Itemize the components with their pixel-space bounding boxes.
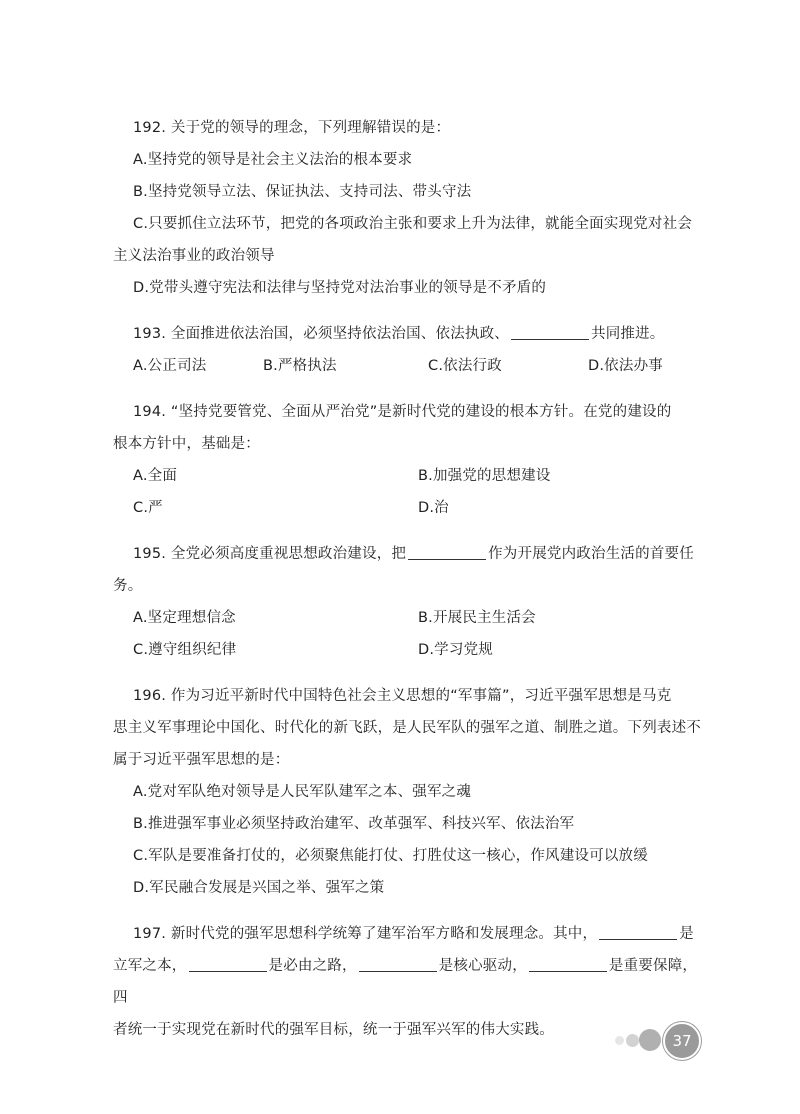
- option-d: D.军民融合发展是兴国之举、强军之策: [133, 880, 385, 896]
- decorative-dot: [626, 1034, 639, 1047]
- question-stem-line2: [113, 950, 703, 1014]
- question-list: [113, 112, 703, 1060]
- options-row: [133, 634, 703, 666]
- question-stem: [133, 318, 703, 350]
- question-stem-line1: 194. “坚持党要管党、全面从严治党”是新时代党的建设的根本方针。在党的建设的: [133, 404, 672, 420]
- question-stem-line3: 者统一于实现党在新时代的强军目标，统一于强军兴军的伟大实践。: [113, 1022, 554, 1038]
- option-b: B.推进强军事业必须坚持政治建军、改革强军、科技兴军、依法治军: [133, 816, 575, 832]
- question-stem-line1: [133, 918, 703, 950]
- question-stem: 192. 关于党的领导的理念，下列理解错误的是：: [133, 120, 451, 136]
- answer-blank: [529, 957, 607, 973]
- stem-text: 是重要保障，四: [113, 958, 698, 1006]
- question-193: [133, 318, 703, 382]
- stem-text: 是: [679, 926, 694, 942]
- question-196: [113, 680, 703, 904]
- decorative-dot: [639, 1029, 661, 1051]
- option-d: D.党带头遵守宪法和法律与坚持党对法治事业的领导是不矛盾的: [133, 280, 547, 296]
- option-c: C.严: [133, 500, 163, 516]
- answer-blank: [189, 957, 267, 973]
- page-footer: [615, 1020, 705, 1060]
- option-a: A.全面: [133, 468, 178, 484]
- question-stem-line2: 根本方针中，基础是：: [113, 436, 260, 452]
- option-c-line2: 主义法治事业的政治领导: [113, 248, 275, 264]
- question-192: [113, 112, 703, 304]
- decorative-dot: [615, 1036, 624, 1045]
- stem-text: 是必由之路，: [268, 958, 357, 974]
- question-stem-line3: 属于习近平强军思想的是：: [113, 752, 290, 768]
- option-d: D.学习党规: [418, 642, 493, 658]
- stem-text: 是核心驱动，: [438, 958, 527, 974]
- page-number-badge: 37: [663, 1022, 701, 1060]
- option-a: A.坚持党的领导是社会主义法治的根本要求: [133, 152, 413, 168]
- stem-text: 195. 全党必须高度重视思想政治建设，把: [133, 546, 407, 562]
- stem-text: 立军之本，: [113, 958, 187, 974]
- options-row: [133, 350, 703, 382]
- answer-blank: [408, 545, 486, 561]
- option-b: B.严格执法: [263, 358, 337, 374]
- stem-text: 193. 全面推进依法治国，必须坚持依法治国、依法执政、: [133, 326, 509, 342]
- option-a: A.党对军队绝对领导是人民军队建军之本、强军之魂: [133, 784, 472, 800]
- option-c: C.依法行政: [428, 358, 502, 374]
- answer-blank: [599, 925, 677, 941]
- stem-text: 197. 新时代党的强军思想科学统筹了建军治军方略和发展理念。其中，: [133, 926, 598, 942]
- option-b: B.加强党的思想建设: [418, 468, 551, 484]
- option-a: A.公正司法: [133, 358, 207, 374]
- option-b: B.坚持党领导立法、保证执法、支持司法、带头守法: [133, 184, 472, 200]
- option-b: B.开展民主生活会: [418, 610, 536, 626]
- stem-text: 共同推进。: [591, 326, 665, 342]
- question-195: [113, 538, 703, 666]
- question-stem-line1: 196. 作为习近平新时代中国特色社会主义思想的“军事篇”，习近平强军思想是马克: [133, 688, 672, 704]
- question-194: [113, 396, 703, 524]
- stem-text: 作为开展党内政治生活的首要任: [488, 546, 694, 562]
- answer-blank: [511, 325, 589, 341]
- options-row: [133, 492, 703, 524]
- option-d: D.依法办事: [588, 358, 663, 374]
- option-c-line1: C.只要抓住立法环节，把党的各项政治主张和要求上升为法律，就能全面实现党对社会: [133, 216, 693, 232]
- option-a: A.坚定理想信念: [133, 610, 236, 626]
- question-stem-line2: 务。: [113, 578, 143, 594]
- option-d: D.治: [418, 500, 449, 516]
- answer-blank: [359, 957, 437, 973]
- question-stem-line2: 思主义军事理论中国化、时代化的新飞跃，是人民军队的强军之道、制胜之道。下列表述不: [113, 720, 701, 736]
- question-stem-line1: [133, 538, 703, 570]
- options-row: [133, 460, 703, 492]
- options-row: [133, 602, 703, 634]
- option-c: C.军队是要准备打仗的，必须聚焦能打仗、打胜仗这一核心，作风建设可以放缓: [133, 848, 648, 864]
- option-c: C.遵守组织纪律: [133, 642, 237, 658]
